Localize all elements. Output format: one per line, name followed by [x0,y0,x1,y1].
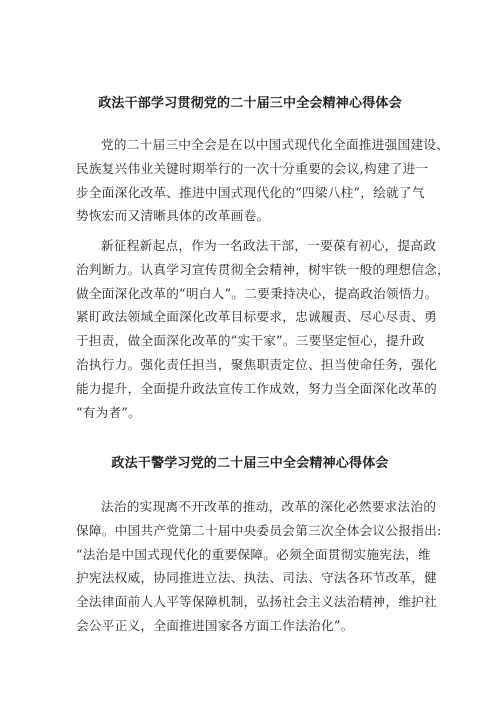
section-1-paragraph-2 [76,234,450,424]
text-line: 于担责，做全面深化改革的“实干家”。三要坚定恒心，提升政 [76,333,425,349]
text-line: 会公平正义，全面推进国家各方面工作法治化”。 [76,617,354,633]
section-2-title: 政法干警学习党的二十届三中全会精神心得体会 [111,456,389,471]
text-line: 护宪法权威，协同推进立法、执法、司法、守法各环节改革，健 [76,570,438,586]
text-line: 步全面深化改革、推进中国式现代化的“四梁八柱”，绘就了气 [76,184,425,200]
text-line: 势恢宏而又清晰具体的改革画卷。 [76,208,270,224]
text-line: 能力提升，全面提升政法宣传工作成效，努力当全面深化改革的 [76,380,438,396]
text-line: 治执行力。强化责任担当，聚焦职责定位、担当使命任务，强化 [76,356,438,372]
section-1-paragraph-1 [76,133,450,228]
text-line: 治判断力。认真学习宣传贯彻全会精神，树牢铁一般的理想信念， [76,261,450,277]
text-line: 全法律面前人人平等保障机制，弘扬社会主义法治精神，维护社 [76,594,438,610]
text-line: 紧盯政法领域全面深化改革目标要求，忠诚履责、尽心尽责、勇 [76,309,438,325]
text-line: “法治是中国式现代化的重要保障。必须全面贯彻实施宪法，维 [76,546,431,562]
section-2-paragraph-1 [76,495,442,638]
text-line: “有为者”。 [76,404,142,420]
text-line: 法治的实现离不开改革的推动，改革的深化必然要求法治的 [101,499,437,514]
text-line: 民族复兴伟业关键时期举行的一次十分重要的会议,构建了进一 [76,160,429,176]
text-line: 党的二十届三中全会是在以中国式现代化全面推进强国建设、 [101,137,450,152]
text-line: 新征程新起点，作为一名政法干部，一要葆有初心，提高政 [101,238,437,253]
section-1-title: 政法干部学习贯彻党的二十届三中全会精神心得体会 [98,96,402,111]
text-line: 做全面深化改革的“明白人”。二要秉持决心，提高政治领悟力。 [76,285,438,301]
text-line: 保障。中国共产党第二十届中央委员会第三次全体会议公报指出: [76,522,442,538]
